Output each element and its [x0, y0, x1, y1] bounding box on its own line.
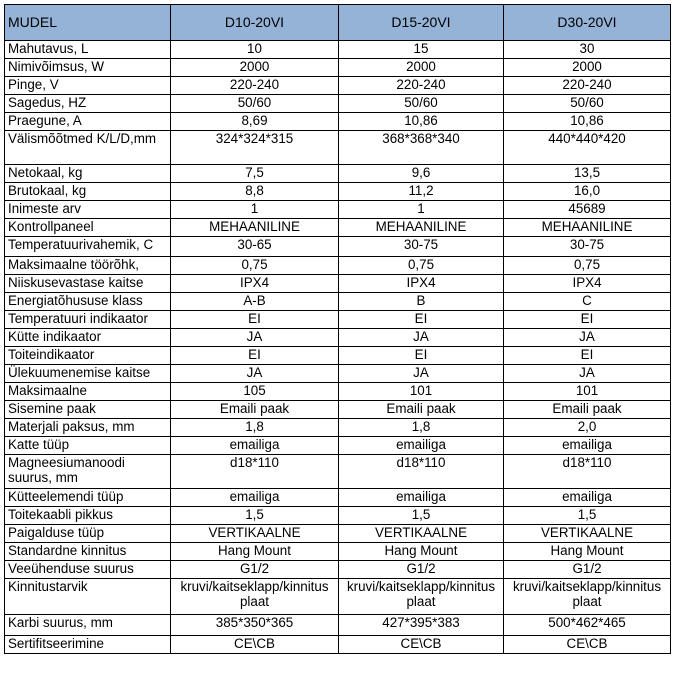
row-label: Kontrollpaneel	[5, 219, 171, 237]
cell-d15: Emaili paak	[339, 401, 504, 419]
cell-d15: 9,6	[339, 165, 504, 183]
cell-d30: 30	[504, 41, 671, 59]
row-label: Mahutavus, L	[5, 41, 171, 59]
cell-d10: 220-240	[171, 77, 339, 95]
cell-d15: d18*110	[339, 455, 504, 489]
table-row	[5, 636, 671, 654]
cell-d15: B	[339, 293, 504, 311]
cell-d10: EI	[171, 347, 339, 365]
row-label: Kinnitustarvik	[5, 579, 171, 615]
table-header	[5, 5, 671, 41]
row-label: Karbi suurus, mm	[5, 615, 171, 636]
cell-d30: JA	[504, 329, 671, 347]
row-label: Pinge, V	[5, 77, 171, 95]
cell-d30: 1,5	[504, 507, 671, 525]
cell-d15: 50/60	[339, 95, 504, 113]
cell-d30: EI	[504, 347, 671, 365]
row-label: Ülekuumenemise kaitse	[5, 365, 171, 383]
cell-d15: emailiga	[339, 437, 504, 455]
row-label: Katte tüüp	[5, 437, 171, 455]
table-row	[5, 525, 671, 543]
cell-d15: EI	[339, 311, 504, 329]
row-label: Toiteindikaator	[5, 347, 171, 365]
row-label: Maksimaalne	[5, 383, 171, 401]
row-label: Temperatuuri indikaator	[5, 311, 171, 329]
cell-d15: IPX4	[339, 275, 504, 293]
table-body	[5, 41, 671, 654]
cell-d10: EI	[171, 311, 339, 329]
row-label: Energiatõhususe klass	[5, 293, 171, 311]
table-row	[5, 95, 671, 113]
row-label: Kütteelemendi tüüp	[5, 489, 171, 507]
cell-d10: 0,75	[171, 257, 339, 275]
cell-d30: 2,0	[504, 419, 671, 437]
cell-d10: 10	[171, 41, 339, 59]
table-row	[5, 579, 671, 615]
cell-d30: C	[504, 293, 671, 311]
cell-d15: JA	[339, 365, 504, 383]
cell-d30: 101	[504, 383, 671, 401]
row-label: Sagedus, HZ	[5, 95, 171, 113]
cell-d15: 2000	[339, 59, 504, 77]
table-row	[5, 113, 671, 131]
row-label: Maksimaalne töörõhk,	[5, 257, 171, 275]
table-row	[5, 41, 671, 59]
cell-d10: 8,8	[171, 183, 339, 201]
cell-d30: Hang Mount	[504, 543, 671, 561]
header-row	[5, 5, 671, 41]
row-label: Välismõõtmed K/L/D,mm	[5, 131, 171, 165]
row-label: Niiskusevastase kaitse	[5, 275, 171, 293]
cell-d10: d18*110	[171, 455, 339, 489]
table-row	[5, 507, 671, 525]
cell-d30: IPX4	[504, 275, 671, 293]
table-row	[5, 383, 671, 401]
cell-d15: Hang Mount	[339, 543, 504, 561]
cell-d10: JA	[171, 329, 339, 347]
row-label: Paigalduse tüüp	[5, 525, 171, 543]
table-row	[5, 77, 671, 95]
cell-d15: 0,75	[339, 257, 504, 275]
header-d15: D15-20VI	[339, 5, 504, 41]
table-row	[5, 419, 671, 437]
table-row	[5, 293, 671, 311]
table-row	[5, 275, 671, 293]
row-label: Materjali paksus, mm	[5, 419, 171, 437]
cell-d10: A-B	[171, 293, 339, 311]
row-label: Temperatuurivahemik, C	[5, 237, 171, 257]
cell-d10: 105	[171, 383, 339, 401]
row-label: Toitekaabli pikkus	[5, 507, 171, 525]
cell-d30: 440*440*420	[504, 131, 671, 165]
row-label: Nimivõimsus, W	[5, 59, 171, 77]
cell-d10: 385*350*365	[171, 615, 339, 636]
cell-d10: 30-65	[171, 237, 339, 257]
row-label: Magneesiumanoodi suurus, mm	[5, 455, 171, 489]
cell-d15: 1	[339, 201, 504, 219]
cell-d15: 368*368*340	[339, 131, 504, 165]
cell-d10: MEHAANILINE	[171, 219, 339, 237]
table-row	[5, 59, 671, 77]
cell-d15: 1,5	[339, 507, 504, 525]
cell-d15: VERTIKAALNE	[339, 525, 504, 543]
cell-d10: VERTIKAALNE	[171, 525, 339, 543]
table-row	[5, 543, 671, 561]
row-label: Brutokaal, kg	[5, 183, 171, 201]
cell-d30: 16,0	[504, 183, 671, 201]
cell-d30: 50/60	[504, 95, 671, 113]
table-row	[5, 561, 671, 579]
cell-d10: CE\CB	[171, 636, 339, 654]
table-row	[5, 489, 671, 507]
cell-d15: JA	[339, 329, 504, 347]
spec-table	[4, 4, 671, 654]
cell-d10: 1	[171, 201, 339, 219]
cell-d30: EI	[504, 311, 671, 329]
cell-d30: kruvi/kaitseklapp/kinnitus plaat	[504, 579, 671, 615]
cell-d15: 15	[339, 41, 504, 59]
cell-d15: 220-240	[339, 77, 504, 95]
row-label: Standardne kinnitus	[5, 543, 171, 561]
row-label: Inimeste arv	[5, 201, 171, 219]
row-label: Netokaal, kg	[5, 165, 171, 183]
cell-d15: emailiga	[339, 489, 504, 507]
cell-d10: kruvi/kaitseklapp/kinnitus plaat	[171, 579, 339, 615]
cell-d10: 50/60	[171, 95, 339, 113]
cell-d10: IPX4	[171, 275, 339, 293]
cell-d10: 2000	[171, 59, 339, 77]
header-d30: D30-20VI	[504, 5, 671, 41]
cell-d30: 10,86	[504, 113, 671, 131]
table-row	[5, 347, 671, 365]
cell-d10: 324*324*315	[171, 131, 339, 165]
table-row	[5, 237, 671, 257]
header-model: MUDEL	[5, 5, 171, 41]
cell-d15: 11,2	[339, 183, 504, 201]
table-row	[5, 401, 671, 419]
row-label: Sisemine paak	[5, 401, 171, 419]
cell-d10: 1,8	[171, 419, 339, 437]
cell-d30: 13,5	[504, 165, 671, 183]
row-label: Veeühenduse suurus	[5, 561, 171, 579]
cell-d30: Emaili paak	[504, 401, 671, 419]
cell-d10: JA	[171, 365, 339, 383]
cell-d30: 0,75	[504, 257, 671, 275]
cell-d30: emailiga	[504, 489, 671, 507]
cell-d30: 2000	[504, 59, 671, 77]
cell-d10: 8,69	[171, 113, 339, 131]
row-label: Sertifitseerimine	[5, 636, 171, 654]
row-label: Kütte indikaator	[5, 329, 171, 347]
cell-d15: G1/2	[339, 561, 504, 579]
cell-d30: G1/2	[504, 561, 671, 579]
cell-d10: 7,5	[171, 165, 339, 183]
table-row	[5, 183, 671, 201]
cell-d10: Emaili paak	[171, 401, 339, 419]
cell-d10: emailiga	[171, 437, 339, 455]
cell-d30: 45689	[504, 201, 671, 219]
table-row	[5, 615, 671, 636]
cell-d15: 30-75	[339, 237, 504, 257]
cell-d30: MEHAANILINE	[504, 219, 671, 237]
table-row	[5, 165, 671, 183]
cell-d30: VERTIKAALNE	[504, 525, 671, 543]
cell-d30: 500*462*465	[504, 615, 671, 636]
cell-d30: JA	[504, 365, 671, 383]
cell-d10: Hang Mount	[171, 543, 339, 561]
table-row	[5, 257, 671, 275]
cell-d10: G1/2	[171, 561, 339, 579]
header-d10: D10-20VI	[171, 5, 339, 41]
cell-d15: 427*395*383	[339, 615, 504, 636]
cell-d10: emailiga	[171, 489, 339, 507]
cell-d30: 220-240	[504, 77, 671, 95]
cell-d30: d18*110	[504, 455, 671, 489]
table-row	[5, 219, 671, 237]
cell-d15: EI	[339, 347, 504, 365]
table-row	[5, 201, 671, 219]
cell-d15: 1,8	[339, 419, 504, 437]
cell-d30: 30-75	[504, 237, 671, 257]
table-row	[5, 329, 671, 347]
table-row	[5, 437, 671, 455]
table-row	[5, 365, 671, 383]
table-row	[5, 131, 671, 165]
cell-d30: CE\CB	[504, 636, 671, 654]
table-row	[5, 311, 671, 329]
table-row	[5, 455, 671, 489]
cell-d15: MEHAANILINE	[339, 219, 504, 237]
cell-d15: 10,86	[339, 113, 504, 131]
row-label: Praegune, A	[5, 113, 171, 131]
cell-d10: 1,5	[171, 507, 339, 525]
cell-d15: CE\CB	[339, 636, 504, 654]
cell-d15: kruvi/kaitseklapp/kinnitus plaat	[339, 579, 504, 615]
cell-d15: 101	[339, 383, 504, 401]
cell-d30: emailiga	[504, 437, 671, 455]
